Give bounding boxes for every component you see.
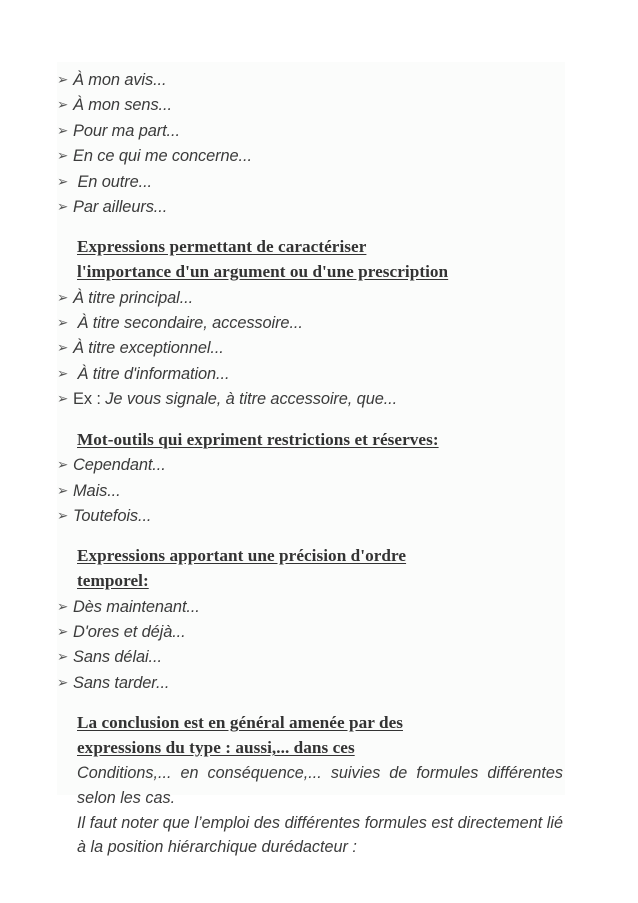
arrowhead-bullet-icon: ➢ (57, 97, 69, 114)
list-item-label: Mais... (73, 481, 121, 500)
section-heading-line: Mot-outils qui expriment restrictions et réserves: (77, 429, 439, 449)
arrowhead-bullet-icon: ➢ (57, 365, 69, 382)
list-item (57, 144, 565, 169)
list-item (57, 336, 565, 361)
arrowhead-bullet-icon: ➢ (57, 173, 69, 190)
list-item-label: À titre secondaire, accessoire... (73, 314, 303, 333)
list-item-label: Par ailleurs... (73, 198, 168, 217)
list-item (57, 504, 565, 529)
list-item (57, 68, 565, 93)
section-heading-line: expressions du type : aussi,... dans ces (77, 737, 355, 757)
paragraph: Conditions,... en conséquence,... suivies de formules différentes selon les cas. (77, 764, 563, 808)
section-heading (77, 428, 565, 453)
paragraph: Il faut noter que l’emploi des différentes formules est directement lié à la position hiérarchique durédacteur : (77, 813, 563, 857)
list-item-label: À titre d'information... (73, 364, 230, 383)
list-item-label: Cependant... (73, 456, 166, 475)
list-item (57, 93, 565, 118)
arrowhead-bullet-icon: ➢ (57, 598, 69, 615)
arrowhead-bullet-icon: ➢ (57, 199, 69, 216)
section-heading (77, 544, 565, 593)
section-opinion-expressions (57, 68, 565, 220)
arrowhead-bullet-icon: ➢ (57, 391, 69, 408)
section-heading-line: temporel: (77, 571, 149, 591)
section-heading (77, 711, 565, 760)
list-item-example (57, 387, 565, 412)
section-heading (77, 235, 565, 284)
section-heading-line: Expressions apportant une précision d'ordre (77, 546, 407, 566)
list-item (57, 645, 565, 670)
arrowhead-bullet-icon: ➢ (57, 674, 69, 691)
arrowhead-bullet-icon: ➢ (57, 315, 69, 332)
section-heading-line: La conclusion est en général amenée par des (77, 713, 403, 733)
list-item (57, 479, 565, 504)
list-item-label: Pour ma part... (73, 121, 180, 140)
arrowhead-bullet-icon: ➢ (57, 624, 69, 641)
list-item-label: Toutefois... (73, 507, 152, 526)
arrowhead-bullet-icon: ➢ (57, 482, 69, 499)
document-body (57, 68, 565, 860)
example-label: Ex : (73, 390, 106, 409)
arrowhead-bullet-icon: ➢ (57, 508, 69, 525)
list-item-label: À mon avis... (73, 71, 167, 89)
section-conclusion (57, 711, 565, 860)
arrowhead-bullet-icon: ➢ (57, 289, 69, 306)
arrowhead-bullet-icon: ➢ (57, 72, 69, 88)
list-item-label: En outre... (73, 172, 152, 191)
arrowhead-bullet-icon: ➢ (57, 457, 69, 474)
arrowhead-bullet-icon: ➢ (57, 649, 69, 666)
list-item (57, 453, 565, 478)
arrowhead-bullet-icon: ➢ (57, 148, 69, 165)
list-item-label: En ce qui me concerne... (73, 147, 252, 166)
list-item-label: À mon sens... (73, 96, 172, 115)
list-item (57, 620, 565, 645)
list-item (57, 170, 565, 195)
section-restrictions-reserves (57, 428, 565, 530)
section-temporal-expressions (57, 544, 565, 696)
list-item-label: Dès maintenant... (73, 597, 200, 616)
list-item-label: À titre exceptionnel... (73, 339, 224, 358)
example-text: Je vous signale, à titre accessoire, que... (105, 390, 398, 409)
list-item (57, 286, 565, 311)
list-item-label: D'ores et déjà... (73, 623, 186, 642)
section-importance-expressions (57, 235, 565, 412)
list-item (57, 595, 565, 620)
section-heading-line: l'importance d'un argument ou d'une prescription (77, 262, 449, 282)
arrowhead-bullet-icon: ➢ (57, 122, 69, 139)
list-item-label: À titre principal... (73, 288, 194, 307)
list-item-label: Sans tarder... (73, 673, 170, 692)
list-item (57, 311, 565, 336)
list-item (57, 195, 565, 220)
list-item (57, 119, 565, 144)
arrowhead-bullet-icon: ➢ (57, 340, 69, 357)
list-item-label: Sans délai... (73, 648, 162, 667)
list-item (57, 671, 565, 696)
section-heading-line: Expressions permettant de caractériser (77, 237, 367, 257)
list-item (57, 362, 565, 387)
